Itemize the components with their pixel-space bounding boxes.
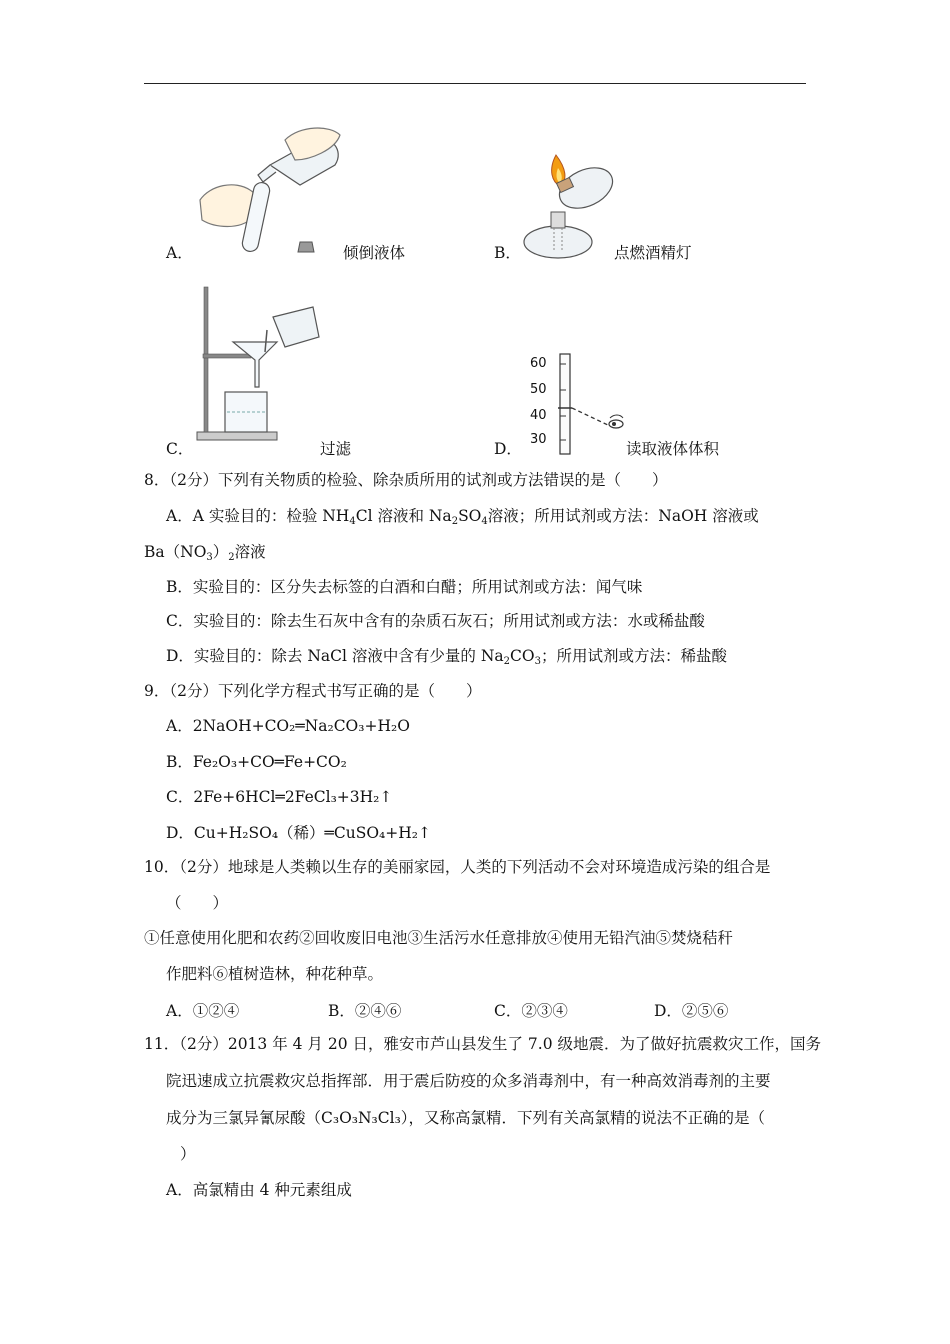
q11-line2: 院迅速成立抗震救灾总指挥部．用于震后防疫的众多消毒剂中，有一种高效消毒剂的主要	[166, 1072, 771, 1090]
q8-option-a-line1: A．A 实验目的：检验 $NH_4Cl$ 溶液和 $Na_2SO_4$溶液；所用试剂或方法：NaOH 溶液或	[166, 507, 759, 527]
option-a-caption: 倾倒液体	[343, 244, 406, 262]
option-d-caption: 读取液体体积	[626, 440, 720, 458]
q10-stem: 10．（2分）地球是人类赖以生存的美丽家园，人类的下列活动不会对环境造成污染的组合是	[144, 858, 771, 876]
q10-paren: （ ）	[166, 894, 229, 912]
q11-option-a: A．高氯精由 4 种元素组成	[166, 1181, 352, 1199]
q11-line4: ）	[180, 1145, 196, 1163]
q9-option-b: B．Fe₂O₃+CO═Fe+CO₂	[166, 753, 347, 771]
q8-stem: 8．（2分）下列有关物质的检验、除杂质所用的试剂或方法错误的是（ ）	[144, 471, 668, 489]
option-c-letter: C．	[166, 440, 194, 458]
q10-option-d: D．②⑤⑥	[654, 1002, 729, 1020]
q8-option-b: B．实验目的：区分失去标签的白酒和白醋；所用试剂或方法：闻气味	[166, 578, 643, 596]
q9-option-c: C．2Fe+6HCl═2FeCl₃+3H₂↑	[166, 788, 393, 806]
cylinder-tick-40: 40	[530, 408, 547, 423]
q9-option-a: A．2NaOH+CO₂═Na₂CO₃+H₂O	[166, 717, 410, 735]
q10-items-line1: ①任意使用化肥和农药②回收废旧电池③生活污水任意排放④使用无铅汽油⑤焚烧秸秆	[144, 929, 734, 947]
cylinder-tick-50: 50	[530, 382, 547, 397]
q9-option-d: D．Cu+H₂SO₄（稀）═CuSO₄+H₂↑	[166, 824, 431, 842]
header-rule	[144, 83, 806, 84]
q11-line3: 成分为三氯异氰尿酸（C₃O₃N₃Cl₃），又称高氯精．下列有关高氯精的说法不正确的是（	[166, 1109, 766, 1127]
q8-option-d: D．实验目的：除去 NaCl 溶液中含有少量的 $Na_2CO_3$；所用试剂或方法：稀盐酸	[166, 647, 727, 667]
q10-option-c: C．②③④	[494, 1002, 568, 1020]
figure-pouring-liquid	[190, 120, 360, 269]
q10-option-b: B．②④⑥	[328, 1002, 402, 1020]
q8-option-a-line2: $Ba(NO_3)_2$溶液	[144, 543, 266, 563]
q10-option-a: A．①②④	[166, 1002, 240, 1020]
option-a-letter: A．	[166, 244, 193, 262]
figure-lighting-alcohol-lamp	[518, 150, 628, 269]
q9-stem: 9．（2分）下列化学方程式书写正确的是（ ）	[144, 682, 482, 700]
option-b-letter: B．	[494, 244, 521, 262]
cylinder-tick-30: 30	[530, 432, 547, 447]
option-b-caption: 点燃酒精灯	[614, 244, 692, 262]
option-d-letter: D．	[494, 440, 522, 458]
q11-line1: 11．（2分）2013 年 4 月 20 日，雅安市芦山县发生了 7.0 级地震．为了做好抗震救灾工作，国务	[144, 1035, 822, 1053]
q10-items-line2: 作肥料⑥植树造林，种花种草。	[166, 965, 384, 983]
cylinder-tick-60: 60	[530, 356, 547, 371]
option-c-caption: 过滤	[320, 440, 352, 458]
q8-option-c: C．实验目的：除去生石灰中含有的杂质石灰石；所用试剂或方法：水或稀盐酸	[166, 612, 705, 630]
figure-filtration	[195, 282, 325, 451]
